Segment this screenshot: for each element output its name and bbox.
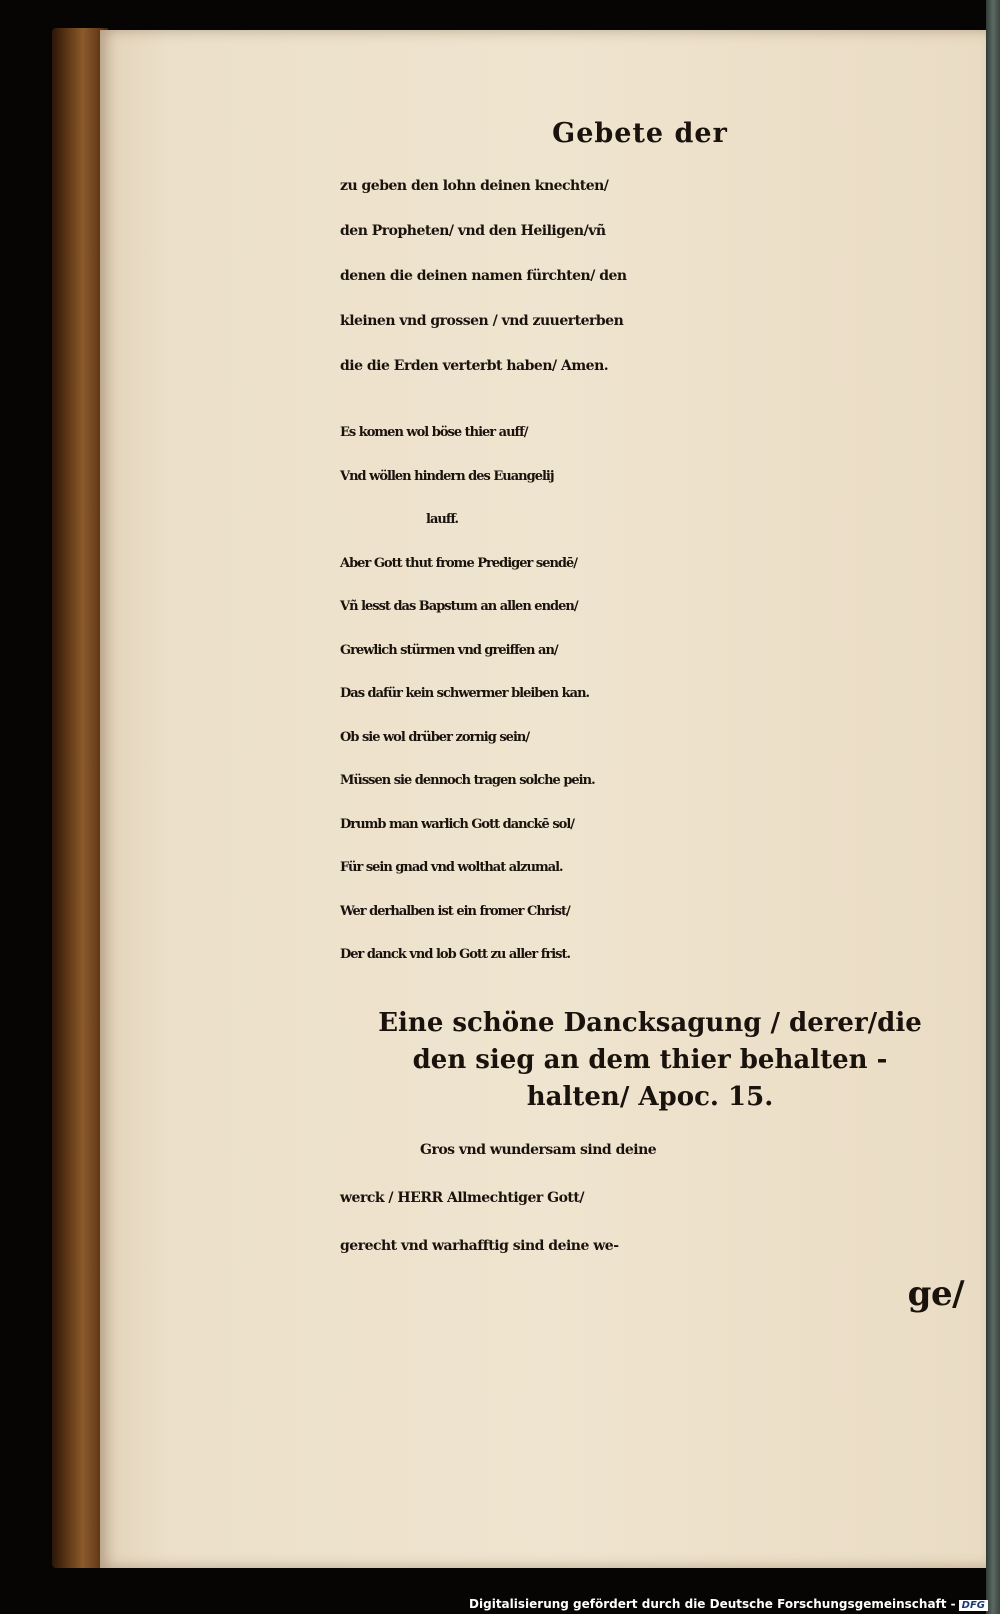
text-line: kleinen vnd grossen / vnd zuuerterben	[340, 313, 624, 329]
heading-line: halten/ Apoc. 15.	[526, 1081, 774, 1112]
dfg-logo: DFG	[959, 1600, 988, 1611]
verse-line: Grewlich stürmen vnd greiffen an/	[340, 642, 558, 658]
verse-line: Vnd wöllen hindern des Euangelij	[340, 468, 554, 484]
verse-line: Müssen sie dennoch tragen solche pein.	[340, 773, 595, 788]
catchword: ge/	[907, 1273, 964, 1314]
credit-text: Digitalisierung gefördert durch die Deutsche Forschungsgemeinschaft -	[469, 1597, 956, 1611]
heading-line: den sieg an dem thier behalten -	[412, 1044, 888, 1075]
text-line: denen die deinen namen fürchten/ den	[340, 268, 627, 284]
verse-line: Drumb man warlich Gott danckē sol/	[340, 816, 575, 832]
running-head: Gebete der	[552, 118, 728, 149]
text-line: werck / HERR Allmechtiger Gott/	[340, 1189, 584, 1206]
verse-line: Wer derhalben ist ein fromer Christ/	[340, 903, 570, 919]
text-line: zu geben den lohn deinen knechten/	[340, 178, 609, 194]
verse-line: Für sein gnad vnd wolthat alzumal.	[340, 860, 563, 875]
verse-line: Aber Gott thut frome Prediger sendē/	[340, 555, 578, 571]
page-text	[340, 118, 980, 1318]
text-line: die die Erden verterbt haben/ Amen.	[340, 358, 609, 374]
verse-line: Der danck vnd lob Gott zu aller frist.	[340, 947, 571, 962]
verse-line: Ob sie wol drüber zornig sein/	[340, 729, 530, 745]
binding-edge	[986, 0, 1000, 1614]
text-line: Gros vnd wundersam sind deine	[420, 1141, 657, 1158]
text-line: gerecht vnd warhafftig sind deine we-	[340, 1237, 619, 1254]
verse-line: Das dafür kein schwermer bleiben kan.	[340, 686, 590, 701]
heading-line: Eine schöne Dancksagung / derer/die	[378, 1007, 922, 1038]
verse-line: Es komen wol böse thier auff/	[340, 425, 528, 440]
verse-block	[340, 411, 980, 977]
text-line: den Propheten/ vnd den Heiligen/vñ	[340, 223, 606, 239]
prayer-paragraph	[340, 164, 980, 389]
digitization-credit	[469, 1597, 988, 1611]
thanksgiving-paragraph	[340, 1126, 980, 1318]
verse-line: Vñ lesst das Bapstum an allen enden/	[340, 599, 578, 614]
section-heading	[340, 1005, 960, 1116]
verse-line: lauff.	[426, 512, 459, 527]
